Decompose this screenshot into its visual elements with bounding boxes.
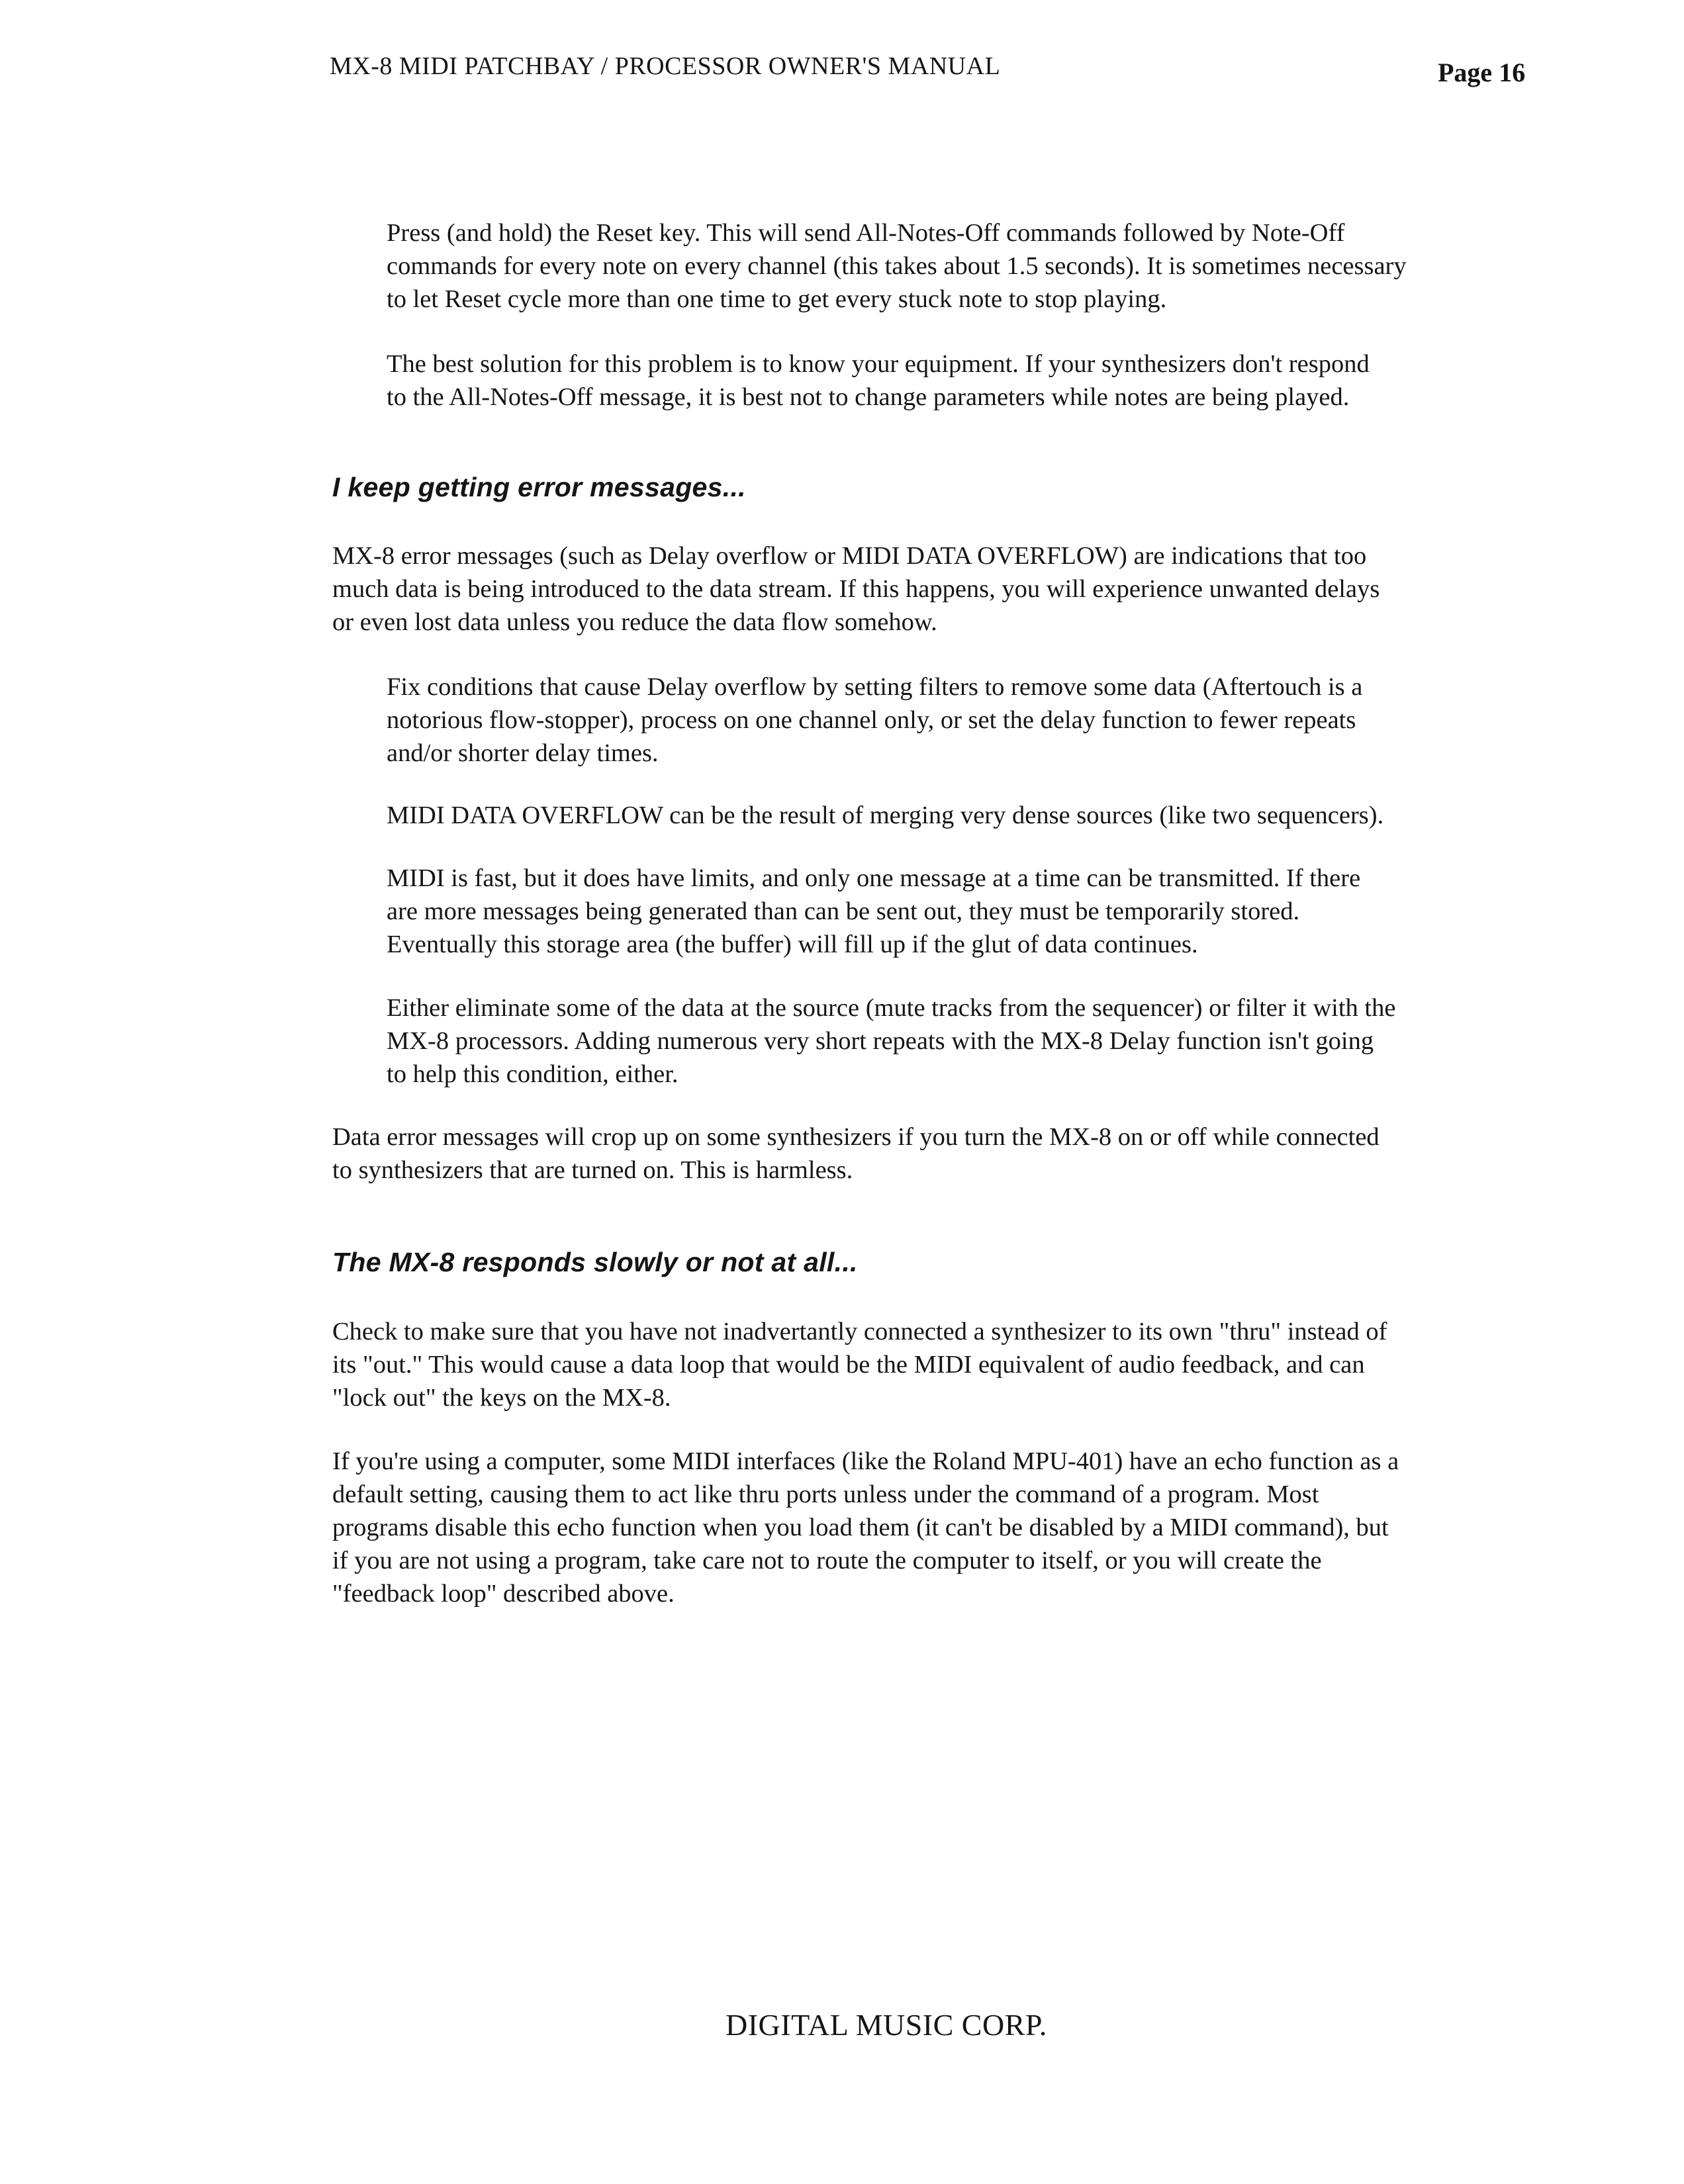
page-number: Page 16 [1438, 58, 1526, 87]
computer-echo-paragraph: If you're using a computer, some MIDI interfaces (like the Roland MPU-401) have an echo function as a default setting, causing them to act like thru ports unless under the command of a program. Most programs disable this echo function when you load them (it can't be disabled by a MIDI command), but if you are not using a program, take care not to route the computer to itself, or you will create the "feedback loop" described above. [332, 1447, 1399, 1608]
error-intro-paragraph: MX-8 error messages (such as Delay overflow or MIDI DATA OVERFLOW) are indications that too much data is being introduced to the data stream. If this happens, you will experience unwanted delays or even lost data unless you reduce the data flow somehow. [332, 542, 1380, 636]
midi-limits-tip [387, 862, 1360, 961]
solution-paragraph: The best solution for this problem is to know your equipment. If your synthesizers don't respond to the All-Notes-Off message, it is best not to change parameters while notes are being played. [387, 350, 1370, 411]
error-messages-heading: I keep getting error messages... [332, 472, 746, 502]
eliminate-data-tip [387, 991, 1395, 1091]
data-loop-note [332, 1315, 1387, 1414]
computer-echo-note [332, 1445, 1399, 1610]
reset-paragraph: Press (and hold) the Reset key. This will send All-Notes-Off commands followed by Note-Off commands for every note on every channel (this takes about 1.5 seconds). It is sometimes necessary to let Reset cycle more than one time to get every stuck note to stop playing. [387, 219, 1407, 313]
data-error-note [332, 1120, 1380, 1187]
solution-note [387, 347, 1370, 414]
data-loop-paragraph: Check to make sure that you have not inadvertantly connected a synthesizer to its own "thru" instead of its "out." This would cause a data loop that would be the MIDI equivalent of audio feedback, and can "lock out" the keys on the MX-8. [332, 1318, 1387, 1412]
delay-overflow-paragraph: Fix conditions that cause Delay overflow by setting filters to remove some data (Aftertouch is a notorious flow-stopper), process on one channel only, or set the delay function to fewer repeats and/or shorter delay times. [387, 673, 1363, 767]
manual-title: MX-8 MIDI PATCHBAY / PROCESSOR OWNER'S MANUAL [330, 52, 1001, 80]
data-error-paragraph: Data error messages will crop up on some synthesizers if you turn the MX-8 on or off while connected to synthesizers that are turned on. This is harmless. [332, 1123, 1380, 1184]
midi-limits-paragraph: MIDI is fast, but it does have limits, and only one message at a time can be transmitted. If there are more messages being generated than can be sent out, they must be temporarily stored. Eventually this storage area (the buffer) will fill up if the glut of data continues. [387, 864, 1361, 958]
reset-instructions [387, 216, 1407, 316]
data-overflow-paragraph: MIDI DATA OVERFLOW can be the result of merging very dense sources (like two sequencers). [387, 801, 1384, 829]
company-footer: DIGITAL MUSIC CORP. [725, 2008, 1047, 2042]
error-intro [332, 539, 1380, 639]
data-overflow-tip [387, 799, 1383, 832]
slow-response-heading: The MX-8 responds slowly or not at all... [332, 1247, 858, 1277]
eliminate-data-paragraph: Either eliminate some of the data at the source (mute tracks from the sequencer) or filter it with the MX-8 processors. Adding numerous very short repeats with the MX-8 Delay function isn't going to help this condition, either. [387, 994, 1396, 1088]
delay-overflow-tip [387, 670, 1362, 770]
